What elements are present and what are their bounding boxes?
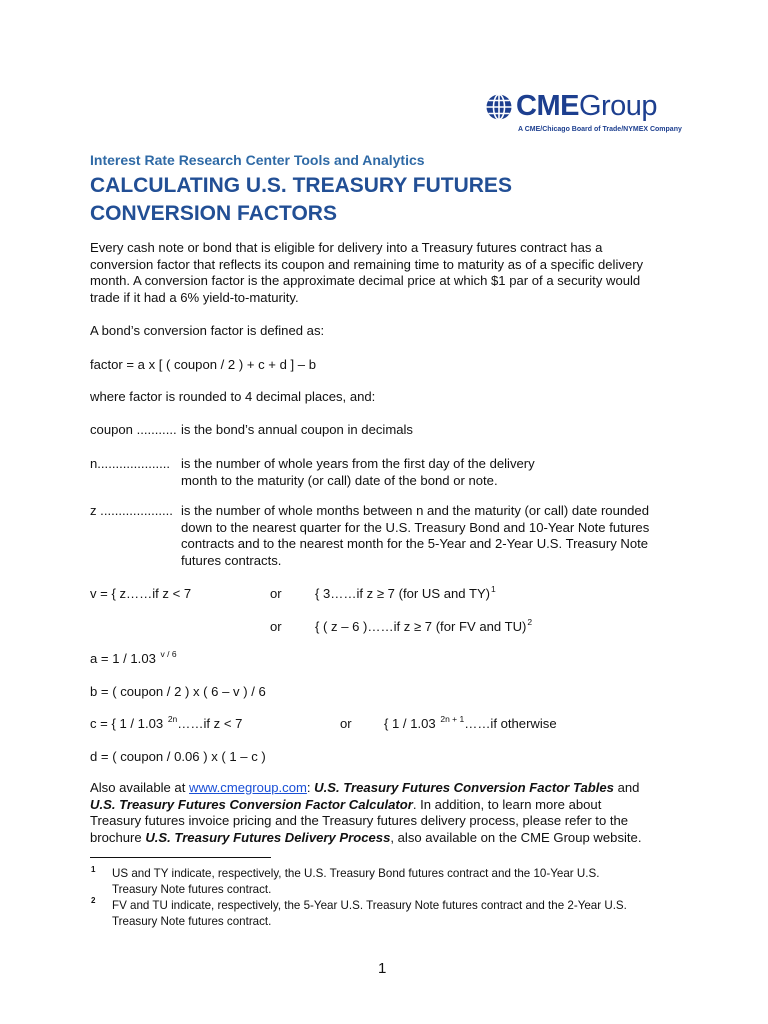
factor-formula: factor = a x [ ( coupon / 2 ) + c + d ] – b — [90, 357, 316, 372]
v-formula-left: v = { z……if z < 7 — [90, 586, 192, 601]
page-title: CALCULATING U.S. TREASURY FUTURES CONVERSION FACTORS — [90, 174, 512, 225]
rounding-note: where factor is rounded to 4 decimal places, and: — [90, 389, 376, 404]
globe-icon — [486, 94, 512, 120]
footnote-ref-2: 2 — [527, 617, 533, 627]
c-formula-right: { 1 / 1.03 $^{2n + 1}$……if otherwise — [384, 714, 557, 731]
cmegroup-link[interactable]: www.cmegroup.com — [189, 780, 307, 795]
v-or-1: or — [270, 586, 282, 601]
v-or-2: or — [270, 619, 282, 634]
v-formula-right-1: { 3……if z ≥ 7 (for US and TY)$^1$ — [315, 584, 496, 601]
n-definition: is the number of whole years from the first day of the delivery month to the maturity (or call) date of the bond or note. — [181, 456, 535, 488]
coupon-term: coupon ........... — [90, 422, 177, 437]
also-available-paragraph: Also available at www.cmegroup.com: U.S. Treasury Futures Conversion Factor Tables and U.S. Treasury Futures Conversion Factor Calculator. In addition, to learn more about Treasury futures invoice pricing and the Treasury futures delivery process, please refer to the brochure U.S. Treasury Futures Delivery Process, also available on the CME Group website. — [90, 780, 642, 845]
page-subtitle: Interest Rate Research Center Tools and Analytics — [90, 152, 425, 168]
v-formula-right-2: { ( z – 6 )……if z ≥ 7 (for FV and TU)$^2$ — [315, 617, 533, 634]
c-exponent-right: 2n + 1 — [440, 714, 465, 724]
z-definition: is the number of whole months between n and the maturity (or call) date rounded down to the nearest quarter for the U.S. Treasury Bond and 10-Year Note futures contracts and to the nearest month for the 5-Year and 2-Year U.S. Treasury Note futures contracts. — [181, 503, 650, 568]
footnote-1-number: 1 — [91, 865, 96, 874]
footnote-ref-1: 1 — [491, 584, 496, 594]
intro-paragraph: Every cash note or bond that is eligible for delivery into a Treasury futures contract has a conversion factor that reflects its coupon and remaining time to maturity as of a specific delivery month. A conversion factor is the approximate decimal price at which $1 par of a security would trade if it had a 6% yield-to-maturity. — [90, 240, 644, 305]
defined-as-text: A bond’s conversion factor is defined as: — [90, 323, 325, 338]
a-formula: a = 1 / 1.03 $^{v / 6}$ — [90, 649, 177, 666]
c-or: or — [340, 716, 352, 731]
a-exponent: v / 6 — [160, 649, 177, 659]
coupon-definition: is the bond’s annual coupon in decimals — [181, 422, 413, 437]
footnote-1-text: US and TY indicate, respectively, the U.S. Treasury Bond futures contract and the 10-Year U.S. Treasury Note futures contract. — [112, 867, 600, 896]
footnote-separator — [90, 857, 271, 858]
z-term: z .................... — [90, 503, 173, 518]
delivery-process-brochure-title: U.S. Treasury Futures Delivery Process — [145, 829, 391, 845]
cme-group-logo — [486, 92, 686, 138]
footnote-2-text: FV and TU indicate, respectively, the 5-Year U.S. Treasury Note futures contract and the 2-Year U.S. Treasury Note futures contract. — [112, 899, 627, 928]
n-term: n.................... — [90, 456, 171, 471]
c-formula-left: c = { 1 / 1.03 $^{2n}$……if z < 7 — [90, 714, 243, 731]
conversion-factor-tables-title: U.S. Treasury Futures Conversion Factor Tables — [314, 780, 614, 795]
b-formula: b = ( coupon / 2 ) x ( 6 – v ) / 6 — [90, 684, 266, 699]
c-exponent-left: 2n — [167, 714, 178, 724]
d-formula: d = ( coupon / 0.06 ) x ( 1 – c ) — [90, 749, 266, 764]
logo-wordmark: CMEGroup — [516, 90, 658, 122]
logo-tagline: A CME/Chicago Board of Trade/NYMEX Company — [518, 126, 682, 133]
conversion-factor-calculator-title: U.S. Treasury Futures Conversion Factor Calculator — [90, 796, 413, 812]
footnote-2-number: 2 — [91, 896, 96, 905]
page-number: 1 — [378, 960, 387, 977]
